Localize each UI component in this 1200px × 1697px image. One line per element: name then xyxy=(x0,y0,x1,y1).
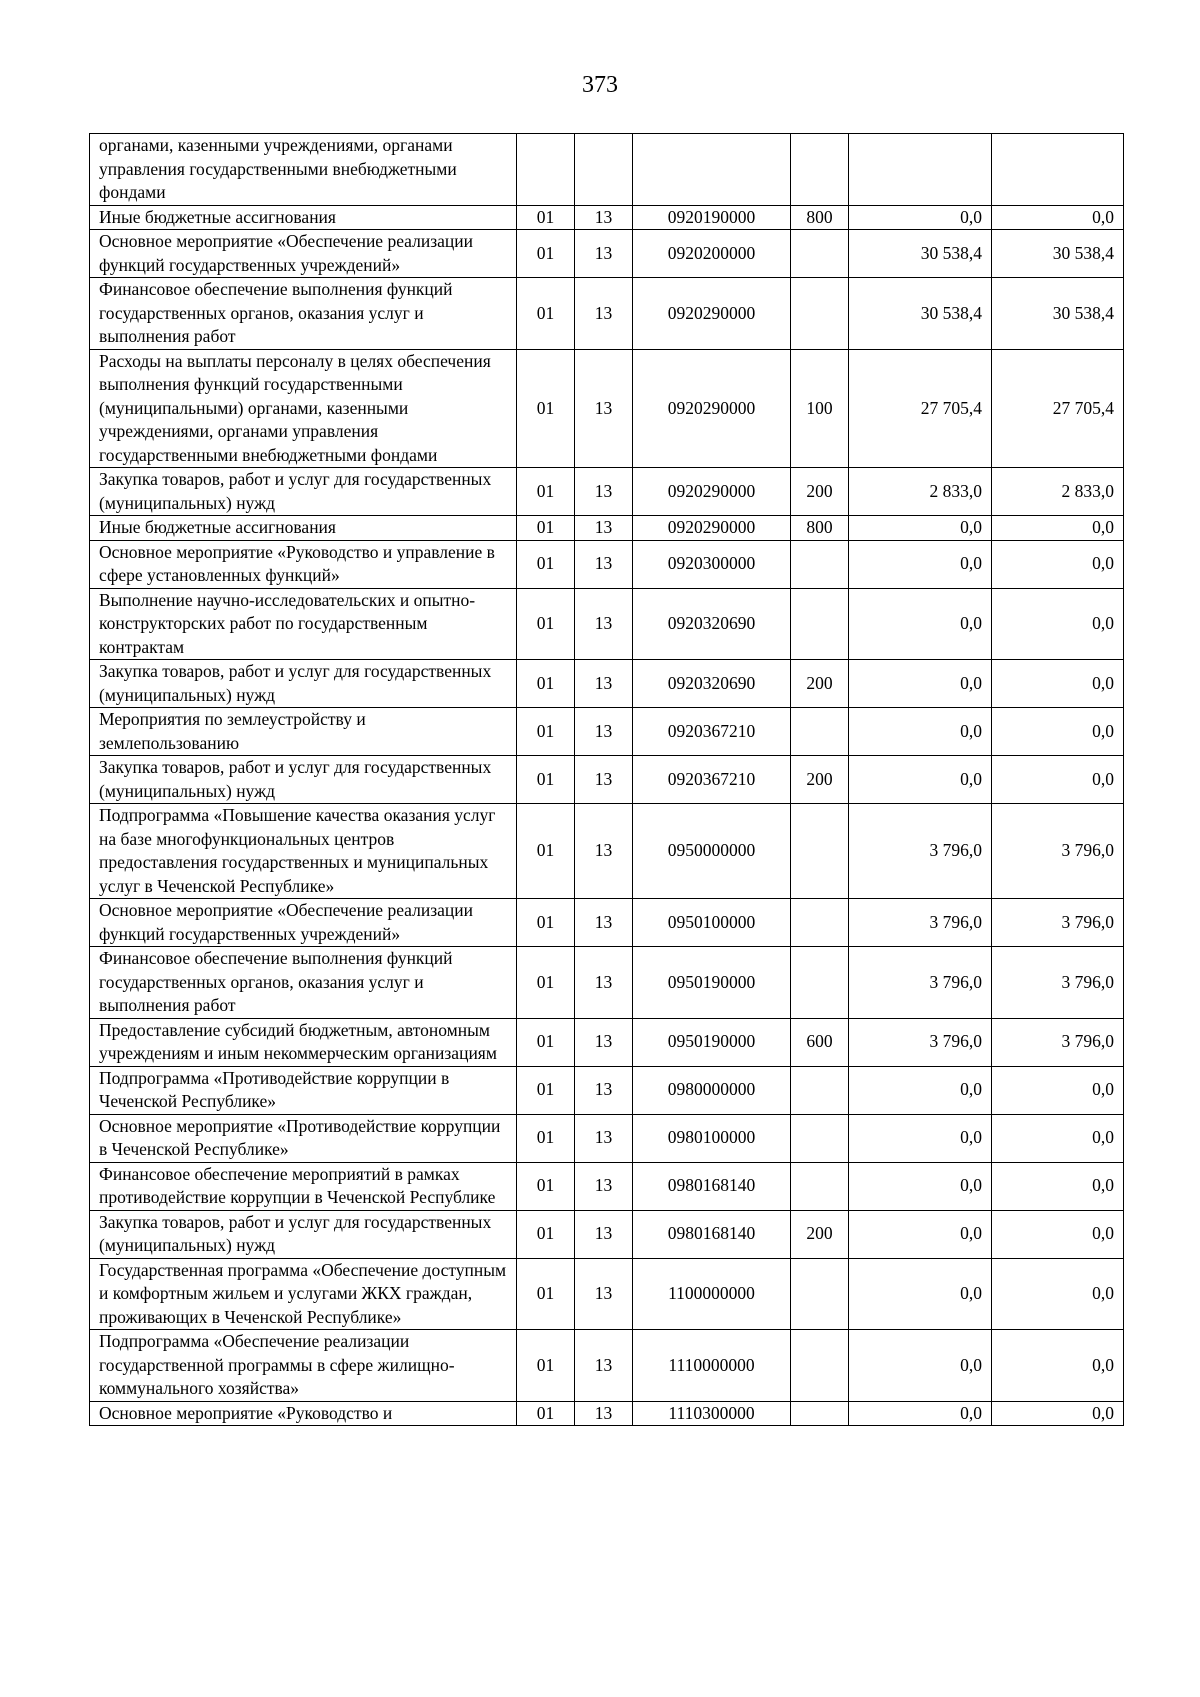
amount-year2-cell: 0,0 xyxy=(992,205,1124,230)
subsection-code-cell: 13 xyxy=(575,756,633,804)
table-row xyxy=(90,540,1124,588)
amount-year1-cell xyxy=(849,134,992,206)
target-article-cell: 1110300000 xyxy=(633,1401,791,1426)
expense-type-cell: 200 xyxy=(791,756,849,804)
expense-type-cell xyxy=(791,1330,849,1402)
amount-year1-cell: 30 538,4 xyxy=(849,230,992,278)
expense-type-cell: 200 xyxy=(791,468,849,516)
section-code-cell: 01 xyxy=(517,1018,575,1066)
expense-name-cell: Финансовое обеспечение мероприятий в рамках противодействие коррупции в Чеченской Республике xyxy=(90,1162,517,1210)
subsection-code-cell: 13 xyxy=(575,205,633,230)
expense-type-cell xyxy=(791,134,849,206)
subsection-code-cell: 13 xyxy=(575,1210,633,1258)
target-article-cell: 0920320690 xyxy=(633,660,791,708)
section-code-cell: 01 xyxy=(517,1330,575,1402)
amount-year2-cell: 0,0 xyxy=(992,1258,1124,1330)
table-row xyxy=(90,1210,1124,1258)
table-row xyxy=(90,1162,1124,1210)
expense-name-cell: Закупка товаров, работ и услуг для государственных (муниципальных) нужд xyxy=(90,468,517,516)
table-row xyxy=(90,1258,1124,1330)
expense-type-cell: 200 xyxy=(791,660,849,708)
target-article-cell: 0920200000 xyxy=(633,230,791,278)
expense-type-cell: 100 xyxy=(791,349,849,468)
expense-type-cell xyxy=(791,1066,849,1114)
section-code-cell xyxy=(517,134,575,206)
amount-year2-cell: 0,0 xyxy=(992,1330,1124,1402)
subsection-code-cell: 13 xyxy=(575,1162,633,1210)
table-row xyxy=(90,1018,1124,1066)
amount-year1-cell: 0,0 xyxy=(849,588,992,660)
expense-type-cell xyxy=(791,540,849,588)
subsection-code-cell: 13 xyxy=(575,588,633,660)
target-article-cell: 0920290000 xyxy=(633,349,791,468)
target-article-cell: 0950100000 xyxy=(633,899,791,947)
section-code-cell: 01 xyxy=(517,1401,575,1426)
budget-table xyxy=(89,133,1124,1426)
amount-year1-cell: 0,0 xyxy=(849,660,992,708)
table-row xyxy=(90,588,1124,660)
subsection-code-cell: 13 xyxy=(575,1114,633,1162)
amount-year2-cell: 30 538,4 xyxy=(992,278,1124,350)
expense-name-cell: Финансовое обеспечение выполнения функций государственных органов, оказания услуг и выполнения работ xyxy=(90,278,517,350)
section-code-cell: 01 xyxy=(517,349,575,468)
section-code-cell: 01 xyxy=(517,756,575,804)
amount-year1-cell: 0,0 xyxy=(849,1401,992,1426)
expense-type-cell: 800 xyxy=(791,205,849,230)
target-article-cell: 0950000000 xyxy=(633,804,791,899)
table-row xyxy=(90,947,1124,1019)
expense-name-cell: Иные бюджетные ассигнования xyxy=(90,205,517,230)
subsection-code-cell: 13 xyxy=(575,278,633,350)
table-row xyxy=(90,1066,1124,1114)
amount-year1-cell: 3 796,0 xyxy=(849,804,992,899)
amount-year1-cell: 0,0 xyxy=(849,1330,992,1402)
subsection-code-cell: 13 xyxy=(575,1018,633,1066)
amount-year1-cell: 0,0 xyxy=(849,756,992,804)
target-article-cell: 0950190000 xyxy=(633,947,791,1019)
expense-type-cell xyxy=(791,899,849,947)
target-article-cell: 1110000000 xyxy=(633,1330,791,1402)
table-row xyxy=(90,708,1124,756)
expense-type-cell xyxy=(791,804,849,899)
section-code-cell: 01 xyxy=(517,468,575,516)
table-row xyxy=(90,899,1124,947)
target-article-cell: 0980000000 xyxy=(633,1066,791,1114)
section-code-cell: 01 xyxy=(517,804,575,899)
amount-year2-cell: 0,0 xyxy=(992,516,1124,541)
expense-name-cell: Предоставление субсидий бюджетным, автономным учреждениям и иным некоммерческим организациям xyxy=(90,1018,517,1066)
amount-year2-cell: 0,0 xyxy=(992,588,1124,660)
expense-type-cell xyxy=(791,230,849,278)
table-row xyxy=(90,205,1124,230)
amount-year2-cell: 0,0 xyxy=(992,660,1124,708)
target-article-cell: 1100000000 xyxy=(633,1258,791,1330)
section-code-cell: 01 xyxy=(517,588,575,660)
amount-year2-cell: 0,0 xyxy=(992,1066,1124,1114)
amount-year2-cell xyxy=(992,134,1124,206)
expense-name-cell: Подпрограмма «Противодействие коррупции в Чеченской Республике» xyxy=(90,1066,517,1114)
table-row xyxy=(90,516,1124,541)
section-code-cell: 01 xyxy=(517,899,575,947)
table-row xyxy=(90,660,1124,708)
amount-year2-cell: 3 796,0 xyxy=(992,1018,1124,1066)
table-row xyxy=(90,804,1124,899)
subsection-code-cell: 13 xyxy=(575,468,633,516)
section-code-cell: 01 xyxy=(517,947,575,1019)
amount-year1-cell: 0,0 xyxy=(849,1210,992,1258)
amount-year2-cell: 30 538,4 xyxy=(992,230,1124,278)
subsection-code-cell: 13 xyxy=(575,1066,633,1114)
target-article-cell: 0920320690 xyxy=(633,588,791,660)
expense-type-cell xyxy=(791,278,849,350)
expense-type-cell xyxy=(791,1114,849,1162)
amount-year1-cell: 0,0 xyxy=(849,1114,992,1162)
expense-name-cell: Основное мероприятие «Руководство и управление в сфере установленных функций» xyxy=(90,540,517,588)
amount-year2-cell: 0,0 xyxy=(992,1114,1124,1162)
section-code-cell: 01 xyxy=(517,1114,575,1162)
subsection-code-cell: 13 xyxy=(575,1330,633,1402)
expense-name-cell: Закупка товаров, работ и услуг для государственных (муниципальных) нужд xyxy=(90,660,517,708)
amount-year1-cell: 0,0 xyxy=(849,540,992,588)
table-row xyxy=(90,349,1124,468)
target-article-cell: 0980168140 xyxy=(633,1162,791,1210)
section-code-cell: 01 xyxy=(517,1162,575,1210)
subsection-code-cell: 13 xyxy=(575,1401,633,1426)
section-code-cell: 01 xyxy=(517,1258,575,1330)
section-code-cell: 01 xyxy=(517,540,575,588)
expense-name-cell: Закупка товаров, работ и услуг для государственных (муниципальных) нужд xyxy=(90,756,517,804)
expense-name-cell: органами, казенными учреждениями, органами управления государственными внебюджетными фондами xyxy=(90,134,517,206)
subsection-code-cell: 13 xyxy=(575,660,633,708)
amount-year1-cell: 0,0 xyxy=(849,516,992,541)
amount-year2-cell: 2 833,0 xyxy=(992,468,1124,516)
expense-type-cell xyxy=(791,1401,849,1426)
table-row xyxy=(90,134,1124,206)
target-article-cell: 0920290000 xyxy=(633,516,791,541)
subsection-code-cell: 13 xyxy=(575,899,633,947)
target-article-cell xyxy=(633,134,791,206)
amount-year1-cell: 3 796,0 xyxy=(849,899,992,947)
amount-year2-cell: 0,0 xyxy=(992,708,1124,756)
subsection-code-cell xyxy=(575,134,633,206)
amount-year1-cell: 0,0 xyxy=(849,1258,992,1330)
expense-type-cell: 600 xyxy=(791,1018,849,1066)
amount-year2-cell: 3 796,0 xyxy=(992,899,1124,947)
table-row xyxy=(90,230,1124,278)
amount-year1-cell: 0,0 xyxy=(849,708,992,756)
expense-type-cell: 200 xyxy=(791,1210,849,1258)
target-article-cell: 0920290000 xyxy=(633,278,791,350)
section-code-cell: 01 xyxy=(517,278,575,350)
expense-name-cell: Закупка товаров, работ и услуг для государственных (муниципальных) нужд xyxy=(90,1210,517,1258)
subsection-code-cell: 13 xyxy=(575,349,633,468)
subsection-code-cell: 13 xyxy=(575,1258,633,1330)
expense-name-cell: Иные бюджетные ассигнования xyxy=(90,516,517,541)
section-code-cell: 01 xyxy=(517,1066,575,1114)
expense-name-cell: Основное мероприятие «Противодействие коррупции в Чеченской Республике» xyxy=(90,1114,517,1162)
target-article-cell: 0920190000 xyxy=(633,205,791,230)
table-row xyxy=(90,1330,1124,1402)
amount-year1-cell: 30 538,4 xyxy=(849,278,992,350)
table-row xyxy=(90,1114,1124,1162)
section-code-cell: 01 xyxy=(517,205,575,230)
subsection-code-cell: 13 xyxy=(575,804,633,899)
target-article-cell: 0980100000 xyxy=(633,1114,791,1162)
page-number: 373 xyxy=(582,72,618,98)
expense-name-cell: Выполнение научно-исследовательских и опытно-конструкторских работ по государственным контрактам xyxy=(90,588,517,660)
target-article-cell: 0920300000 xyxy=(633,540,791,588)
subsection-code-cell: 13 xyxy=(575,708,633,756)
expense-name-cell: Основное мероприятие «Обеспечение реализации функций государственных учреждений» xyxy=(90,230,517,278)
expense-name-cell: Государственная программа «Обеспечение доступным и комфортным жильем и услугами ЖКХ граждан, проживающих в Чеченской Республике» xyxy=(90,1258,517,1330)
subsection-code-cell: 13 xyxy=(575,540,633,588)
subsection-code-cell: 13 xyxy=(575,230,633,278)
expense-name-cell: Основное мероприятие «Обеспечение реализации функций государственных учреждений» xyxy=(90,899,517,947)
amount-year2-cell: 0,0 xyxy=(992,540,1124,588)
expense-type-cell xyxy=(791,1162,849,1210)
budget-table-body xyxy=(90,134,1124,1426)
amount-year1-cell: 0,0 xyxy=(849,1066,992,1114)
table-row xyxy=(90,468,1124,516)
amount-year1-cell: 2 833,0 xyxy=(849,468,992,516)
section-code-cell: 01 xyxy=(517,1210,575,1258)
expense-name-cell: Мероприятия по землеустройству и землепользованию xyxy=(90,708,517,756)
subsection-code-cell: 13 xyxy=(575,516,633,541)
table-row xyxy=(90,756,1124,804)
section-code-cell: 01 xyxy=(517,708,575,756)
section-code-cell: 01 xyxy=(517,230,575,278)
table-row xyxy=(90,1401,1124,1426)
amount-year2-cell: 0,0 xyxy=(992,1401,1124,1426)
expense-type-cell xyxy=(791,1258,849,1330)
amount-year2-cell: 0,0 xyxy=(992,1162,1124,1210)
amount-year1-cell: 0,0 xyxy=(849,1162,992,1210)
target-article-cell: 0950190000 xyxy=(633,1018,791,1066)
expense-name-cell: Расходы на выплаты персоналу в целях обеспечения выполнения функций государственными (муниципальными) органами, казенными учреждениями, органами управления государственными внебюджетными фондами xyxy=(90,349,517,468)
target-article-cell: 0980168140 xyxy=(633,1210,791,1258)
amount-year1-cell: 0,0 xyxy=(849,205,992,230)
expense-name-cell: Финансовое обеспечение выполнения функций государственных органов, оказания услуг и выполнения работ xyxy=(90,947,517,1019)
expense-type-cell xyxy=(791,588,849,660)
expense-name-cell: Подпрограмма «Повышение качества оказания услуг на базе многофункциональных центров предоставления государственных и муниципальных услуг в Чеченской Республике» xyxy=(90,804,517,899)
amount-year1-cell: 3 796,0 xyxy=(849,947,992,1019)
amount-year2-cell: 0,0 xyxy=(992,756,1124,804)
amount-year1-cell: 27 705,4 xyxy=(849,349,992,468)
section-code-cell: 01 xyxy=(517,660,575,708)
amount-year2-cell: 0,0 xyxy=(992,1210,1124,1258)
amount-year2-cell: 27 705,4 xyxy=(992,349,1124,468)
amount-year1-cell: 3 796,0 xyxy=(849,1018,992,1066)
target-article-cell: 0920290000 xyxy=(633,468,791,516)
section-code-cell: 01 xyxy=(517,516,575,541)
expense-name-cell: Подпрограмма «Обеспечение реализации государственной программы в сфере жилищно-коммунального хозяйства» xyxy=(90,1330,517,1402)
expense-type-cell: 800 xyxy=(791,516,849,541)
table-row xyxy=(90,278,1124,350)
expense-name-cell: Основное мероприятие «Руководство и xyxy=(90,1401,517,1426)
subsection-code-cell: 13 xyxy=(575,947,633,1019)
amount-year2-cell: 3 796,0 xyxy=(992,947,1124,1019)
target-article-cell: 0920367210 xyxy=(633,756,791,804)
expense-type-cell xyxy=(791,708,849,756)
target-article-cell: 0920367210 xyxy=(633,708,791,756)
expense-type-cell xyxy=(791,947,849,1019)
amount-year2-cell: 3 796,0 xyxy=(992,804,1124,899)
